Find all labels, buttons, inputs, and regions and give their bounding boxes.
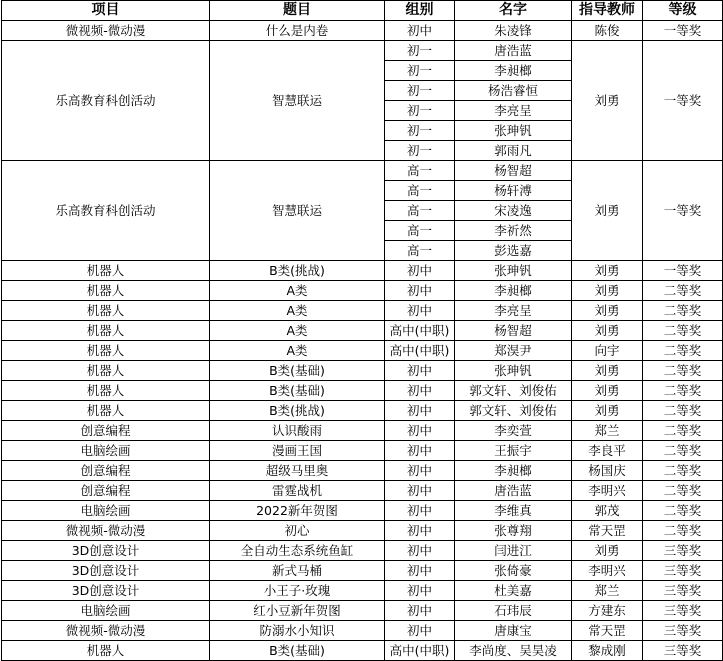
cell-title[interactable]: 全自动生态系统鱼缸 <box>210 541 385 561</box>
table-row <box>2 421 723 441</box>
cell-name[interactable]: 杨浩睿恒 <box>455 81 572 101</box>
cell-level[interactable]: 三等奖 <box>643 601 723 621</box>
cell-level[interactable]: 三等奖 <box>643 641 723 661</box>
cell-group[interactable]: 初中 <box>385 301 455 321</box>
cell-name[interactable]: 郭文轩、刘俊佑 <box>455 381 572 401</box>
cell-group[interactable]: 初中 <box>385 541 455 561</box>
cell-name[interactable]: 彭选嘉 <box>455 241 572 261</box>
cell-project[interactable]: 3D创意设计 <box>2 581 210 601</box>
cell-teacher[interactable]: 常天罡 <box>572 521 643 541</box>
cell-level[interactable]: 二等奖 <box>643 521 723 541</box>
table-row <box>2 601 723 621</box>
cell-name[interactable]: 李亮呈 <box>455 101 572 121</box>
cell-level[interactable]: 二等奖 <box>643 481 723 501</box>
cell-project[interactable]: 微视频-微动漫 <box>2 21 210 41</box>
cell-name[interactable]: 李昶榔 <box>455 61 572 81</box>
cell-title[interactable]: A类 <box>210 341 385 361</box>
table-row <box>2 561 723 581</box>
cell-project[interactable]: 机器人 <box>2 361 210 381</box>
cell-name[interactable]: 杨智超 <box>455 321 572 341</box>
header-project[interactable]: 项目 <box>2 1 210 21</box>
cell-name[interactable]: 李昶榔 <box>455 281 572 301</box>
cell-group[interactable]: 初中 <box>385 421 455 441</box>
cell-project[interactable]: 创意编程 <box>2 481 210 501</box>
cell-teacher[interactable]: 郑兰 <box>572 421 643 441</box>
table-row <box>2 301 723 321</box>
cell-project[interactable]: 机器人 <box>2 381 210 401</box>
cell-group[interactable]: 初中 <box>385 281 455 301</box>
cell-group[interactable]: 初一 <box>385 141 455 161</box>
cell-title[interactable]: B类(基础) <box>210 381 385 401</box>
cell-teacher[interactable]: 方建东 <box>572 601 643 621</box>
cell-title[interactable]: 雷霆战机 <box>210 481 385 501</box>
cell-name[interactable]: 杨轩溥 <box>455 181 572 201</box>
cell-teacher[interactable]: 刘勇 <box>572 261 643 281</box>
table-row <box>2 501 723 521</box>
cell-title[interactable]: A类 <box>210 321 385 341</box>
cell-level[interactable]: 三等奖 <box>643 561 723 581</box>
cell-project[interactable]: 微视频-微动漫 <box>2 621 210 641</box>
table-row <box>2 481 723 501</box>
cell-project[interactable]: 电脑绘画 <box>2 501 210 521</box>
cell-title[interactable]: 漫画王国 <box>210 441 385 461</box>
table-row <box>2 161 723 181</box>
cell-name[interactable]: 李祈然 <box>455 221 572 241</box>
cell-level[interactable]: 二等奖 <box>643 501 723 521</box>
cell-project[interactable]: 乐高教育科创活动 <box>2 161 210 261</box>
cell-teacher[interactable]: 李明兴 <box>572 481 643 501</box>
cell-group[interactable]: 高中(中职) <box>385 321 455 341</box>
cell-project[interactable]: 3D创意设计 <box>2 541 210 561</box>
cell-name[interactable]: 李尚度、吴昊凌 <box>455 641 572 661</box>
cell-project[interactable]: 微视频-微动漫 <box>2 521 210 541</box>
cell-group[interactable]: 高一 <box>385 181 455 201</box>
cell-title[interactable]: B类(基础) <box>210 641 385 661</box>
cell-level[interactable]: 二等奖 <box>643 421 723 441</box>
cell-name[interactable]: 闫进江 <box>455 541 572 561</box>
cell-group[interactable]: 高一 <box>385 241 455 261</box>
cell-project[interactable]: 机器人 <box>2 321 210 341</box>
cell-name[interactable]: 李维真 <box>455 501 572 521</box>
cell-name[interactable]: 张珅钒 <box>455 261 572 281</box>
cell-project[interactable]: 3D创意设计 <box>2 561 210 581</box>
cell-title[interactable]: 2022新年贺图 <box>210 501 385 521</box>
cell-name[interactable]: 郭雨凡 <box>455 141 572 161</box>
cell-level[interactable]: 二等奖 <box>643 381 723 401</box>
cell-level[interactable]: 一等奖 <box>643 21 723 41</box>
cell-group[interactable]: 初中 <box>385 561 455 581</box>
cell-teacher[interactable]: 李良平 <box>572 441 643 461</box>
cell-title[interactable]: 新式马桶 <box>210 561 385 581</box>
cell-teacher[interactable]: 向宇 <box>572 341 643 361</box>
cell-group[interactable]: 初一 <box>385 61 455 81</box>
cell-name[interactable]: 唐浩蓝 <box>455 41 572 61</box>
cell-project[interactable]: 电脑绘画 <box>2 601 210 621</box>
cell-project[interactable]: 创意编程 <box>2 461 210 481</box>
table-row <box>2 541 723 561</box>
cell-group[interactable]: 初中 <box>385 21 455 41</box>
cell-level[interactable]: 二等奖 <box>643 281 723 301</box>
cell-group[interactable]: 初中 <box>385 461 455 481</box>
cell-group[interactable]: 初中 <box>385 621 455 641</box>
cell-name[interactable]: 唐浩蓝 <box>455 481 572 501</box>
header-row <box>2 1 723 21</box>
table-row <box>2 41 723 61</box>
cell-name[interactable]: 张倚豪 <box>455 561 572 581</box>
header-teacher[interactable]: 指导教师 <box>572 1 643 21</box>
cell-title[interactable]: 小王子·玫瑰 <box>210 581 385 601</box>
cell-group[interactable]: 初一 <box>385 41 455 61</box>
table-row <box>2 621 723 641</box>
table-row <box>2 341 723 361</box>
cell-teacher[interactable]: 刘勇 <box>572 301 643 321</box>
cell-teacher[interactable]: 刘勇 <box>572 321 643 341</box>
cell-name[interactable]: 张珅钒 <box>455 121 572 141</box>
cell-level[interactable]: 三等奖 <box>643 541 723 561</box>
table-row <box>2 21 723 41</box>
cell-title[interactable]: A类 <box>210 301 385 321</box>
table-row <box>2 281 723 301</box>
cell-group[interactable]: 高一 <box>385 161 455 181</box>
cell-teacher[interactable]: 刘勇 <box>572 281 643 301</box>
cell-project[interactable]: 机器人 <box>2 401 210 421</box>
cell-group[interactable]: 高中(中职) <box>385 341 455 361</box>
cell-teacher[interactable]: 刘勇 <box>572 541 643 561</box>
cell-teacher[interactable]: 李明兴 <box>572 561 643 581</box>
cell-name[interactable]: 张尊翔 <box>455 521 572 541</box>
cell-group[interactable]: 初中 <box>385 261 455 281</box>
header-level[interactable]: 等级 <box>643 1 723 21</box>
cell-name[interactable]: 宋凌逸 <box>455 201 572 221</box>
cell-title[interactable]: 智慧联运 <box>210 161 385 261</box>
cell-group[interactable]: 初中 <box>385 581 455 601</box>
cell-group[interactable]: 高一 <box>385 221 455 241</box>
cell-project[interactable]: 创意编程 <box>2 421 210 441</box>
cell-title[interactable]: 防溺水小知识 <box>210 621 385 641</box>
cell-teacher[interactable]: 郑兰 <box>572 581 643 601</box>
cell-level[interactable]: 二等奖 <box>643 441 723 461</box>
cell-name[interactable]: 唐康宝 <box>455 621 572 641</box>
cell-project[interactable]: 机器人 <box>2 641 210 661</box>
cell-project[interactable]: 机器人 <box>2 281 210 301</box>
cell-title[interactable]: B类(基础) <box>210 361 385 381</box>
cell-level[interactable]: 一等奖 <box>643 41 723 161</box>
cell-name[interactable]: 王振宇 <box>455 441 572 461</box>
cell-title[interactable]: 智慧联运 <box>210 41 385 161</box>
cell-group[interactable]: 初一 <box>385 101 455 121</box>
cell-level[interactable]: 一等奖 <box>643 261 723 281</box>
cell-group[interactable]: 初中 <box>385 601 455 621</box>
table-row <box>2 261 723 281</box>
header-name[interactable]: 名字 <box>455 1 572 21</box>
cell-group[interactable]: 初中 <box>385 381 455 401</box>
cell-project[interactable]: 电脑绘画 <box>2 441 210 461</box>
cell-group[interactable]: 高中(中职) <box>385 641 455 661</box>
cell-name[interactable]: 石玮辰 <box>455 601 572 621</box>
cell-level[interactable]: 三等奖 <box>643 581 723 601</box>
table-row <box>2 361 723 381</box>
cell-name[interactable]: 李亮呈 <box>455 301 572 321</box>
cell-name[interactable]: 郑淏尹 <box>455 341 572 361</box>
awards-table <box>1 0 723 661</box>
cell-title[interactable]: 超级马里奥 <box>210 461 385 481</box>
table-row <box>2 581 723 601</box>
cell-name[interactable]: 张珅钒 <box>455 361 572 381</box>
cell-group[interactable]: 初一 <box>385 81 455 101</box>
cell-group[interactable]: 初中 <box>385 521 455 541</box>
cell-title[interactable]: 红小豆新年贺图 <box>210 601 385 621</box>
cell-project[interactable]: 乐高教育科创活动 <box>2 41 210 161</box>
cell-title[interactable]: 认识酸雨 <box>210 421 385 441</box>
table-row <box>2 321 723 341</box>
cell-group[interactable]: 高一 <box>385 201 455 221</box>
cell-teacher[interactable]: 刘勇 <box>572 361 643 381</box>
cell-teacher[interactable]: 黎成刚 <box>572 641 643 661</box>
cell-level[interactable]: 二等奖 <box>643 361 723 381</box>
cell-level[interactable]: 三等奖 <box>643 621 723 641</box>
cell-teacher[interactable]: 刘勇 <box>572 161 643 261</box>
cell-group[interactable]: 初中 <box>385 501 455 521</box>
cell-title[interactable]: 什么是内卷 <box>210 21 385 41</box>
cell-teacher[interactable]: 常天罡 <box>572 621 643 641</box>
cell-project[interactable]: 机器人 <box>2 261 210 281</box>
cell-name[interactable]: 郭文轩、刘俊佑 <box>455 401 572 421</box>
cell-name[interactable]: 朱凌锋 <box>455 21 572 41</box>
cell-teacher[interactable]: 杨国庆 <box>572 461 643 481</box>
cell-level[interactable]: 二等奖 <box>643 301 723 321</box>
cell-name[interactable]: 杜美嘉 <box>455 581 572 601</box>
cell-level[interactable]: 二等奖 <box>643 461 723 481</box>
cell-teacher[interactable]: 刘勇 <box>572 401 643 421</box>
cell-group[interactable]: 初中 <box>385 441 455 461</box>
cell-title[interactable]: 初心 <box>210 521 385 541</box>
cell-level[interactable]: 二等奖 <box>643 401 723 421</box>
cell-name[interactable]: 李奕萱 <box>455 421 572 441</box>
header-title[interactable]: 题目 <box>210 1 385 21</box>
table-row <box>2 461 723 481</box>
cell-name[interactable]: 李昶榔 <box>455 461 572 481</box>
table-row <box>2 441 723 461</box>
cell-project[interactable]: 机器人 <box>2 301 210 321</box>
cell-teacher[interactable]: 郭茂 <box>572 501 643 521</box>
cell-level[interactable]: 二等奖 <box>643 321 723 341</box>
cell-group[interactable]: 初中 <box>385 401 455 421</box>
cell-name[interactable]: 杨智超 <box>455 161 572 181</box>
cell-teacher[interactable]: 刘勇 <box>572 41 643 161</box>
header-group[interactable]: 组别 <box>385 1 455 21</box>
cell-teacher[interactable]: 陈俊 <box>572 21 643 41</box>
table-row <box>2 401 723 421</box>
table-row <box>2 381 723 401</box>
cell-group[interactable]: 初中 <box>385 481 455 501</box>
cell-project[interactable]: 机器人 <box>2 341 210 361</box>
cell-group[interactable]: 初中 <box>385 361 455 381</box>
table-row <box>2 521 723 541</box>
cell-level[interactable]: 一等奖 <box>643 161 723 261</box>
cell-title[interactable]: B类(挑战) <box>210 261 385 281</box>
cell-level[interactable]: 二等奖 <box>643 341 723 361</box>
cell-teacher[interactable]: 刘勇 <box>572 381 643 401</box>
cell-title[interactable]: A类 <box>210 281 385 301</box>
cell-title[interactable]: B类(挑战) <box>210 401 385 421</box>
cell-group[interactable]: 初一 <box>385 121 455 141</box>
